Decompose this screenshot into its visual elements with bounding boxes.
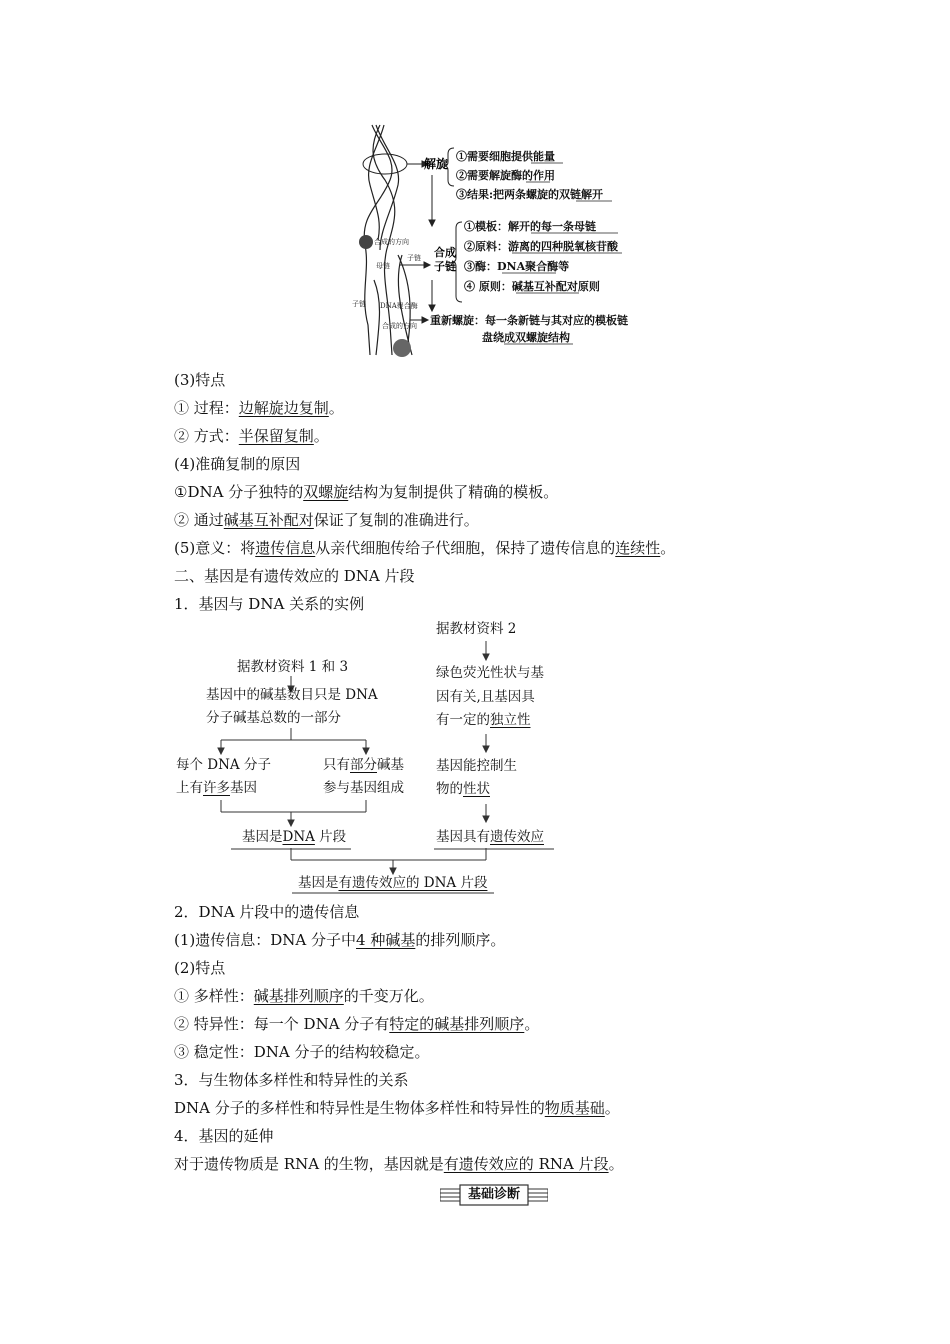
fc-right-ctrl-2: 物的性状 bbox=[436, 781, 490, 797]
answer-process: 边解旋边复制 bbox=[238, 399, 329, 417]
synthesis-item-2: ②原料：游离的四种脱氧核苷酸 bbox=[464, 240, 618, 253]
answer-double-helix: 双螺旋 bbox=[303, 483, 349, 501]
answer-part: 部分 bbox=[350, 757, 377, 773]
answer-dna: DNA bbox=[282, 829, 315, 845]
fc-left-fact-1: 基因中的碱基数目只是 DNA bbox=[206, 687, 378, 703]
strand-label-direction-1: 合成的方向 bbox=[374, 238, 409, 246]
accuracy-reason-2: ② 通过碱基互补配对保证了复制的准确进行。 bbox=[174, 511, 479, 529]
synthesis-item-1: ①模板：解开的每一条母链 bbox=[464, 220, 596, 233]
answer-base-sequence: 碱基排列顺序 bbox=[253, 987, 344, 1005]
answer-genetic-info: 遗传信息 bbox=[255, 539, 316, 557]
strand-label-polymerase: DNA聚合酶 bbox=[380, 302, 418, 310]
answer-specific-sequence: 特定的碱基排列顺序 bbox=[389, 1015, 525, 1033]
answer-many: 许多 bbox=[203, 780, 230, 796]
fc-right-ctrl-1: 基因能控制生 bbox=[436, 758, 517, 774]
badge-label: 基础诊断 bbox=[467, 1187, 520, 1202]
answer-traits: 性状 bbox=[463, 781, 490, 797]
unwinding-item-1: ①需要细胞提供能量 bbox=[456, 150, 555, 163]
fc-right-fact-2: 因有关,且基因具 bbox=[436, 689, 535, 705]
fc-branch-b-2: 参与基因组成 bbox=[323, 780, 404, 796]
relation-text: DNA 分子的多样性和特异性是生物体多样性和特异性的物质基础。 bbox=[174, 1099, 620, 1117]
answer-base-pairing: 碱基互补配对 bbox=[223, 511, 314, 529]
answer-material-basis: 物质基础 bbox=[544, 1099, 605, 1117]
answer-genetic-effect: 遗传效应 bbox=[490, 829, 544, 845]
fc-left-conclusion: 基因是DNA 片段 bbox=[242, 829, 347, 845]
stage-unwinding-label: 解旋 bbox=[424, 157, 449, 171]
unwinding-item-2: ②需要解旋酶的作用 bbox=[456, 169, 555, 182]
fc-branch-b-1: 只有部分碱基 bbox=[323, 757, 404, 773]
extension-text: 对于遗传物质是 RNA 的生物，基因就是有遗传效应的 RNA 片段。 bbox=[174, 1155, 624, 1173]
strand-label-direction-2: 合成的方向 bbox=[382, 322, 417, 330]
info-stability: ③ 稳定性：DNA 分子的结构较稳定。 bbox=[174, 1043, 430, 1061]
strand-label-daughter-2: 子链 bbox=[352, 300, 366, 308]
synthesis-item-3: ③酶：DNA聚合酶等 bbox=[464, 260, 570, 273]
section2-sub3: 3．与生物体多样性和特异性的关系 bbox=[174, 1071, 409, 1089]
fc-right-source: 据教材资料 2 bbox=[436, 621, 517, 637]
info-features-heading: (2)特点 bbox=[174, 959, 226, 977]
fc-right-fact-1: 绿色荧光性状与基 bbox=[436, 665, 544, 681]
fc-left-fact-2: 分子碱基总数的一部分 bbox=[206, 710, 341, 726]
fc-branch-a-1: 每个 DNA 分子 bbox=[176, 757, 271, 773]
section2-sub1: 1．基因与 DNA 关系的实例 bbox=[174, 595, 365, 613]
strand-label-parent: 母链 bbox=[376, 262, 390, 270]
answer-mode: 半保留复制 bbox=[238, 427, 314, 445]
accuracy-reason-1: ①DNA 分子独特的双螺旋结构为复制提供了精确的模板。 bbox=[174, 483, 559, 501]
section2-heading: 二、基因是有遗传效应的 DNA 片段 bbox=[174, 567, 415, 585]
fc-final-conclusion: 基因是有遗传效应的 DNA 片段 bbox=[298, 875, 488, 891]
section2-sub4: 4．基因的延伸 bbox=[174, 1127, 274, 1145]
fc-right-fact-3: 有一定的独立性 bbox=[436, 712, 531, 728]
answer-rna-segment: 有遗传效应的 RNA 片段 bbox=[443, 1155, 609, 1173]
rewinding-text-2: 盘绕成双螺旋结构 bbox=[482, 331, 570, 344]
answer-final: 有遗传效应的 DNA 片段 bbox=[338, 875, 488, 891]
info-diversity: ① 多样性：碱基排列顺序的千变万化。 bbox=[174, 987, 434, 1005]
fc-left-source: 据教材资料 1 和 3 bbox=[237, 659, 349, 675]
answer-independence: 独立性 bbox=[490, 712, 531, 728]
features-heading: (3)特点 bbox=[174, 371, 226, 389]
synthesis-item-4: ④ 原则：碱基互补配对原则 bbox=[464, 280, 600, 293]
rewinding-text-1: 重新螺旋：每一条新链与其对应的模板链 bbox=[430, 314, 628, 327]
meaning-line: (5)意义：将遗传信息从亲代细胞传给子代细胞，保持了遗传信息的连续性。 bbox=[174, 539, 676, 557]
info-definition: (1)遗传信息：DNA 分子中4 种碱基的排列顺序。 bbox=[174, 931, 506, 949]
section2-sub2: 2．DNA 片段中的遗传信息 bbox=[174, 903, 360, 921]
accuracy-heading: (4)准确复制的原因 bbox=[174, 455, 301, 473]
info-specificity: ② 特异性：每一个 DNA 分子有特定的碱基排列顺序。 bbox=[174, 1015, 540, 1033]
basic-diagnosis-badge bbox=[440, 1184, 548, 1206]
stage-synthesis-label-1: 合成 bbox=[434, 246, 456, 259]
stage-synthesis-label-2: 子链 bbox=[434, 260, 456, 273]
strand-label-daughter-1: 子链 bbox=[407, 254, 421, 262]
fc-branch-a-2: 上有许多基因 bbox=[176, 780, 257, 796]
feature-process-line: ① 过程：边解旋边复制。 bbox=[174, 399, 344, 417]
answer-continuity: 连续性 bbox=[615, 539, 661, 557]
feature-mode-line: ② 方式：半保留复制。 bbox=[174, 427, 329, 445]
fc-right-conclusion: 基因具有遗传效应 bbox=[436, 829, 544, 845]
unwinding-item-3: ③结果:把两条螺旋的双链解开 bbox=[456, 188, 604, 201]
answer-four-bases: 4 种碱基 bbox=[356, 931, 416, 949]
